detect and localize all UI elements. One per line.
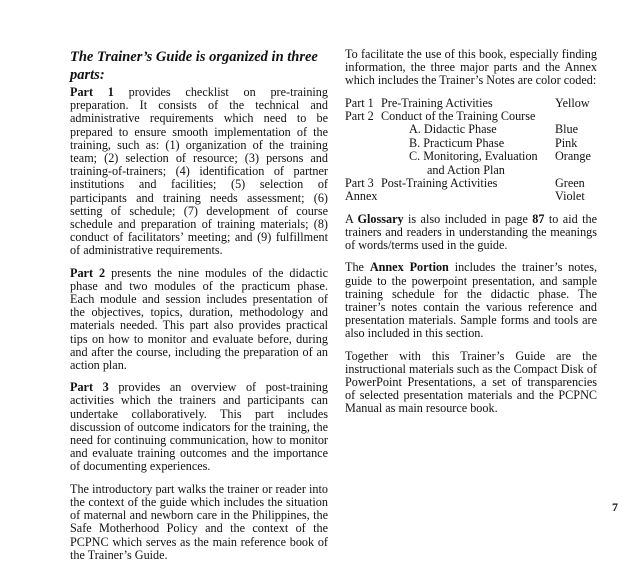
part-number — [345, 164, 409, 177]
part-name — [381, 190, 555, 203]
intro-paragraph: The introductory part walks the trainer or reader into the context of the guide which includes the situation of maternal and newborn care in the Philippines, the Safe Motherhood Policy and the context of the PCPNC which serves as the main reference book of the Trainer’s Guide. — [70, 481, 328, 562]
part3-label: Part 3 — [70, 380, 109, 395]
part-name: A. Didactic Phase — [409, 122, 497, 137]
part-number: Part 2 — [345, 109, 374, 123]
section-heading: The Trainer’s Guide is organized in three parts: — [70, 49, 318, 83]
part1-paragraph — [70, 86, 328, 258]
materials-paragraph: Together with this Trainer’s Guide are the instructional materials such as the Compact Disk of PowerPoint Presentations, a set of transparencies of selected presentation materials and the PCPNC Manual as main resource book. — [345, 348, 597, 416]
part-color — [555, 110, 597, 123]
glossary-page: 87 — [532, 211, 545, 226]
color-code-row — [345, 150, 597, 163]
color-code-row — [345, 137, 597, 150]
part-number — [345, 137, 409, 150]
part1-label: Part 1 — [70, 85, 114, 99]
part2-label: Part 2 — [70, 265, 106, 280]
part3-text: provides an overview of post-training activities which the trainers and participants can undertake collaboratively. This part includes discussion of outcome indicators for the training, the need for continuing communication, how to monitor and evaluate training outcomes and the importance of documenting experiences. — [70, 380, 328, 474]
color-code-row — [345, 123, 597, 136]
color-code-row — [345, 164, 597, 177]
part-number: Part 1 — [345, 95, 374, 110]
part-name: B. Practicum Phase — [409, 135, 505, 150]
color-code-row — [345, 110, 597, 123]
part-name: C. Monitoring, Evaluation — [409, 149, 538, 164]
part-color: Blue — [555, 122, 579, 137]
part-color: Green — [555, 175, 585, 190]
glossary-pre: A — [345, 211, 358, 226]
part-color — [555, 164, 597, 177]
color-code-intro: To facilitate the use of this book, especially finding information, the three major parts and the Annex which includes the Trainer’s Notes are color coded: — [345, 47, 597, 88]
part-color: Pink — [555, 135, 578, 150]
part-color: Violet — [555, 189, 585, 204]
left-column — [70, 48, 328, 571]
color-code-list — [345, 97, 597, 204]
color-code-row — [345, 177, 597, 190]
color-code-row — [345, 190, 597, 203]
part-name: and Action Plan — [427, 162, 505, 177]
color-code-row — [345, 97, 597, 110]
part-number — [345, 150, 409, 163]
part-name: Conduct of the Training Course — [381, 109, 536, 123]
annex-term: Annex Portion — [369, 260, 449, 275]
part-name: Pre-Training Activities — [381, 95, 493, 110]
glossary-paragraph — [345, 213, 597, 253]
part-name: Post-Training Activities — [381, 175, 498, 190]
part2-paragraph — [70, 267, 328, 373]
glossary-term: Glossary — [357, 211, 404, 226]
part-number: Part 3 — [345, 175, 374, 190]
part-color: Yellow — [555, 95, 590, 110]
part-color: Orange — [555, 149, 591, 164]
part3-paragraph — [70, 381, 328, 473]
annex-post: includes the trainer’s notes, guide to the powerpoint presentation, and sample training schedule for the didactic phase. The trainer’s notes contain the various reference and presentation materials. Sample forms and tools are also included in this section. — [345, 260, 597, 341]
part2-text: presents the nine modules of the didactic phase and two modules of the practicum phase. Each module and session includes presentation of the objectives, topics, duration, methodology and materials needed. This part also provides practical tips on how to monitor and evaluate before, during and after the course, including the preparation of an action plan. — [70, 265, 328, 373]
annex-pre: The — [345, 260, 370, 275]
page-number: 7 — [612, 500, 618, 514]
part-number — [345, 123, 409, 136]
glossary-post: to aid the trainers and readers in understanding the meanings of words/terms used in the guide. — [345, 211, 597, 253]
glossary-mid: is also included in page — [403, 211, 533, 226]
annex-paragraph — [345, 261, 597, 340]
part-number: Annex — [345, 189, 378, 204]
part1-text: provides checklist on pre-training preparation. It consists of the technical and administrative requirements which need to be prepared to ensure smooth implementation of the training, such as: (1) organization of the training team; (2) selection of resource; (3) persons and training-of-trainers; (4) identification of partner institutions and facilities; (5) selection of participants and training needs assessment; (6) setting of schedule; (7) development of course schedule and preparation of training materials; (8) conduct of facilitators’ meeting; and (9) fulfillment of administrative requirements. — [70, 85, 328, 258]
right-column — [345, 48, 597, 425]
